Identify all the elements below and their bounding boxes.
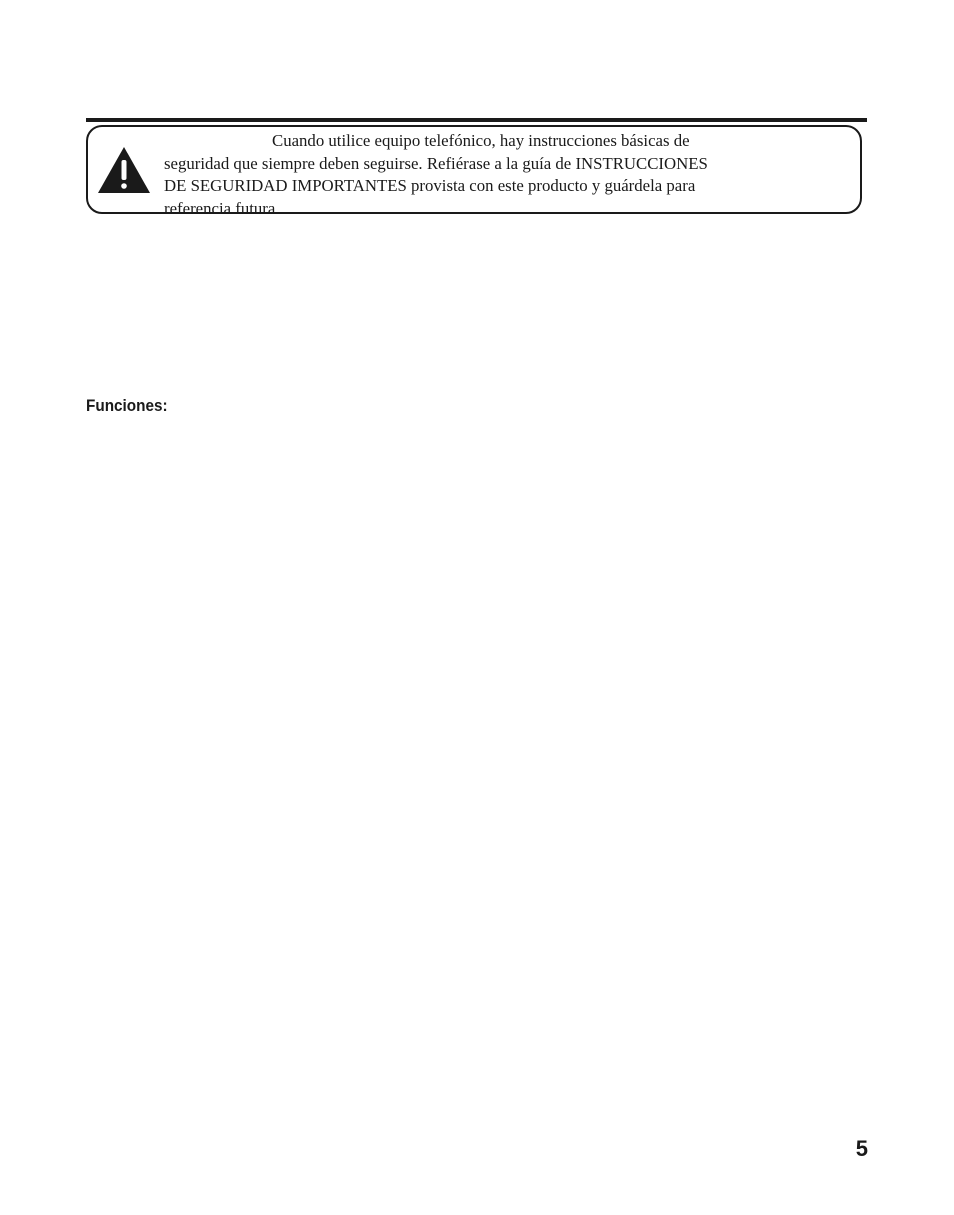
safety-warning-box: [86, 125, 862, 218]
safety-warning-text: Cuando utilice equipo telefónico, hay instrucciones básicas de seguridad que siempre deben seguirse. Refiérase a la guía de INSTRUCCIONES DE SEGURIDAD IMPORTANTES provista con este producto y guárdela para referencia futura.: [164, 131, 708, 218]
page-number: 5: [855, 1136, 868, 1161]
section-heading: Funciones:: [86, 396, 168, 415]
warning-triangle-icon: [96, 145, 152, 195]
top-rule: [86, 118, 867, 122]
